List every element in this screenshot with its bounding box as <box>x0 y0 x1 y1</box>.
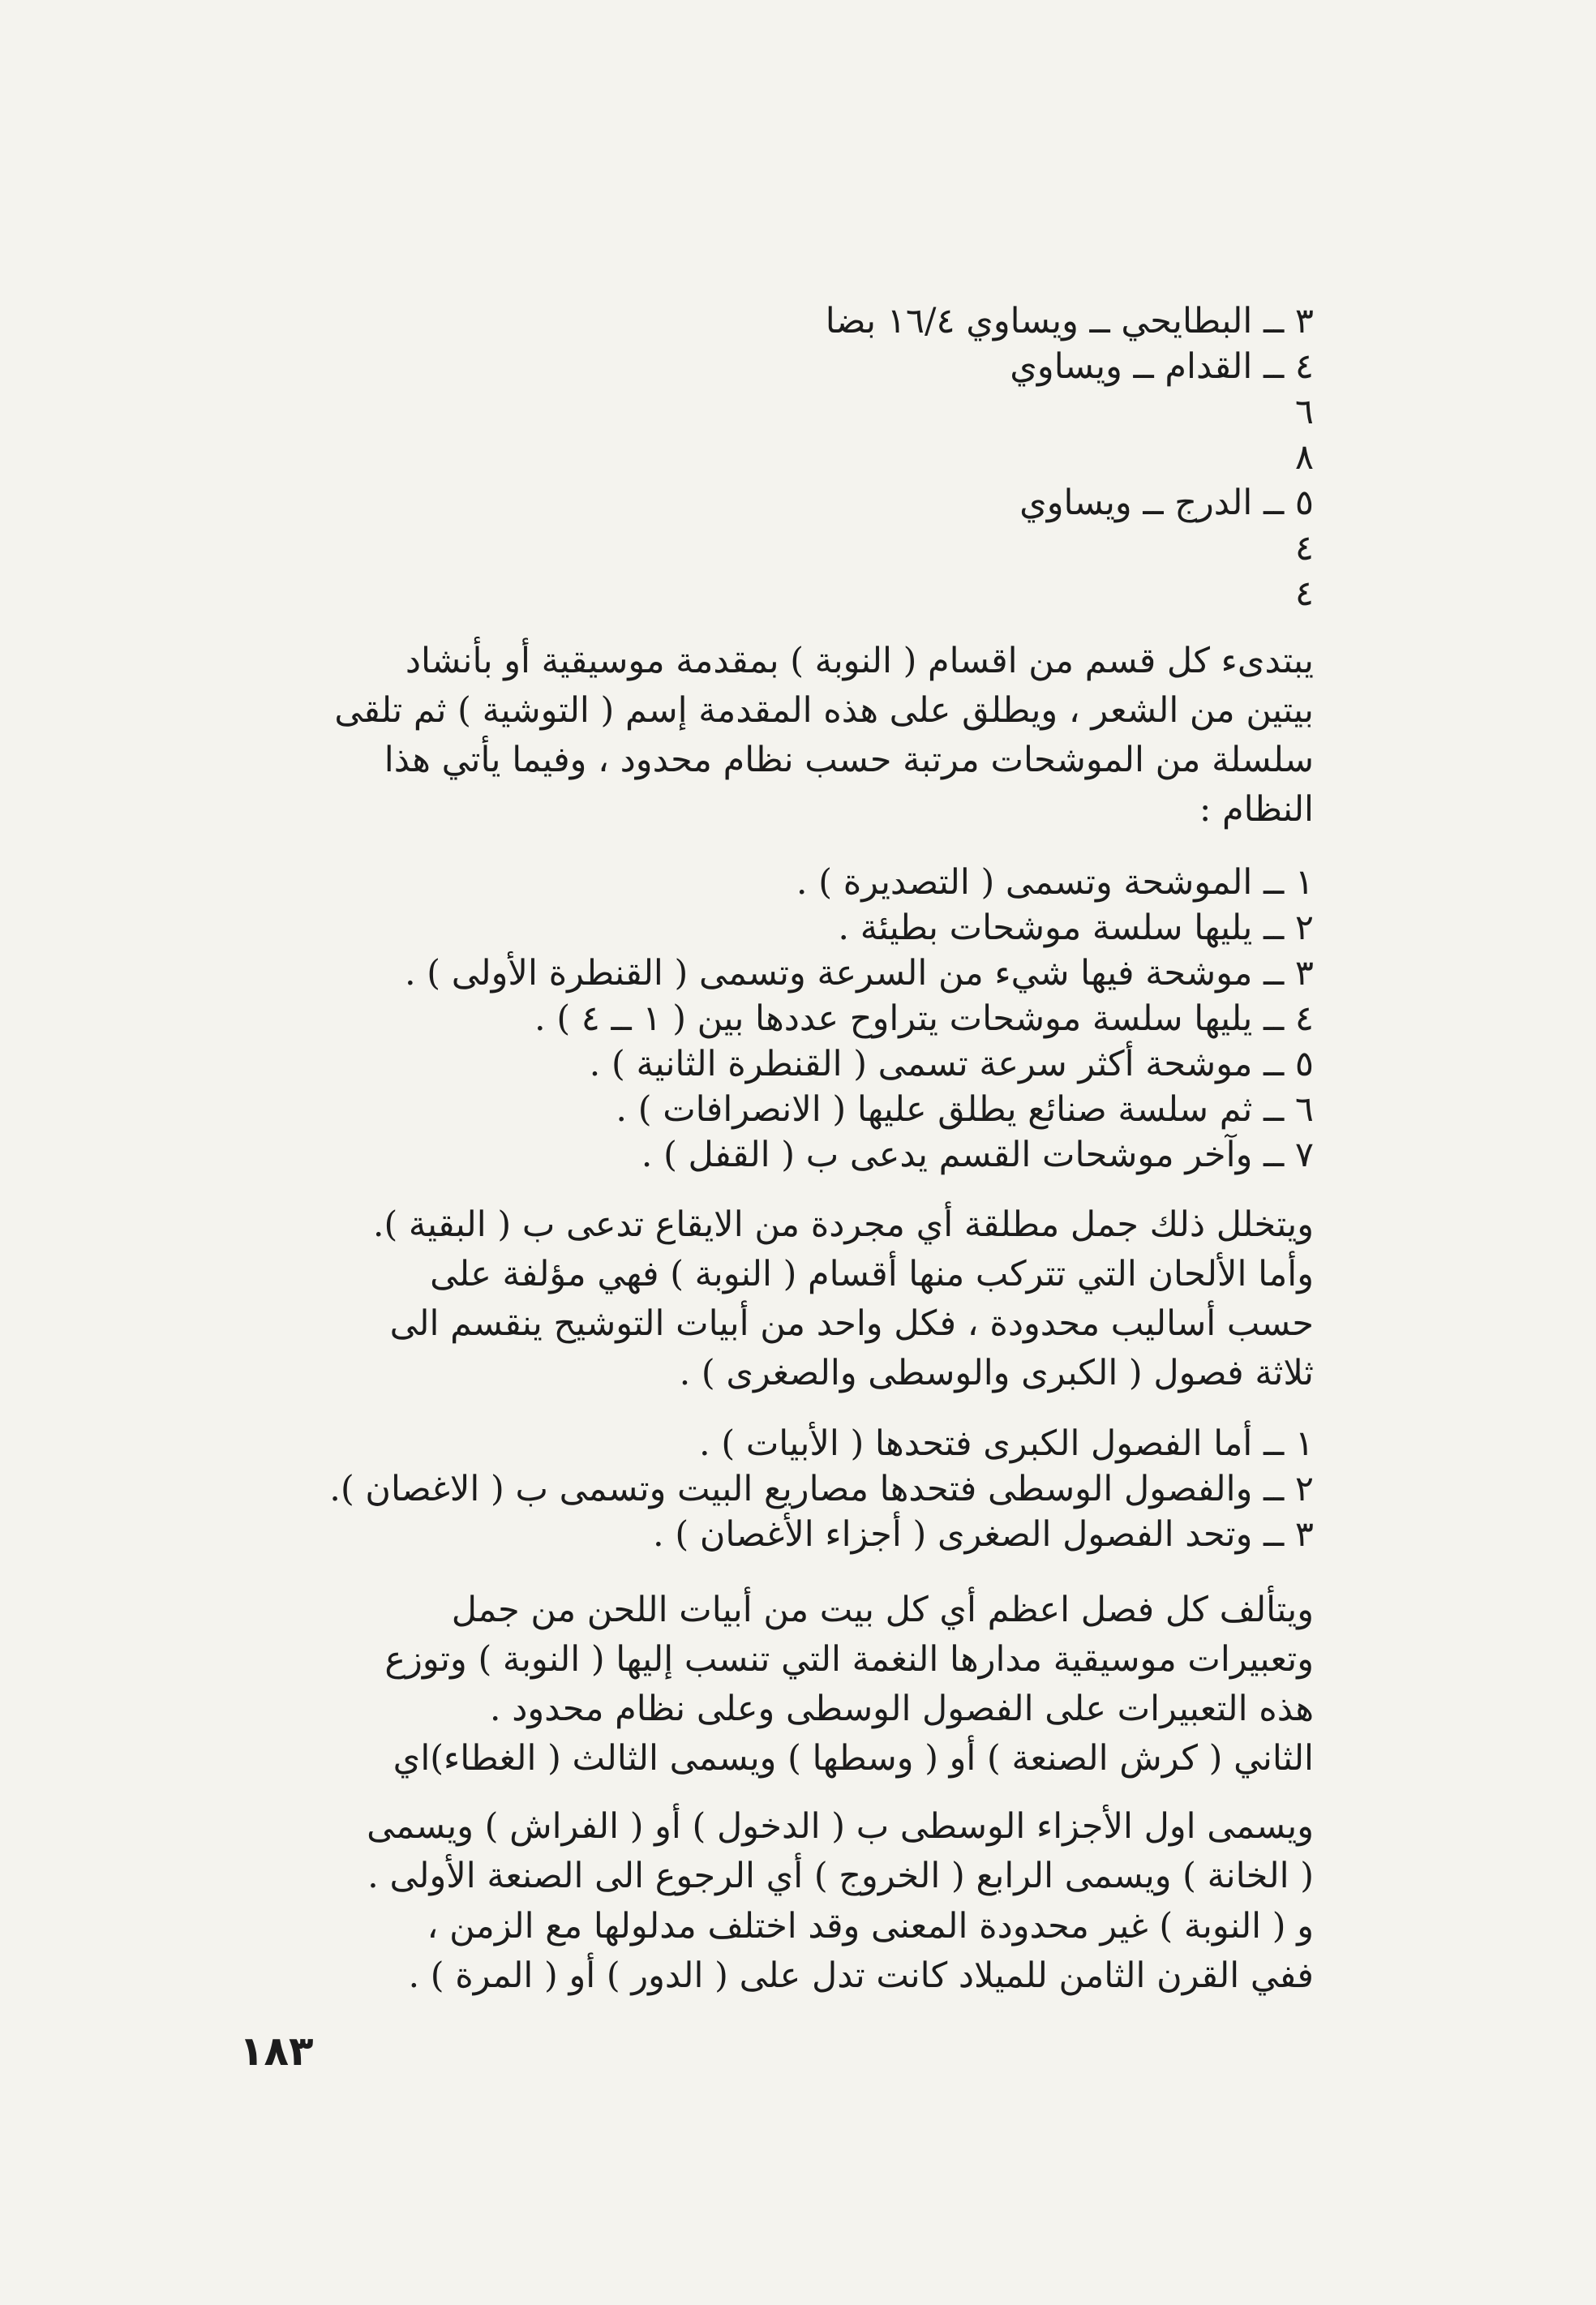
paragraph-line: ففي القرن الثامن للميلاد كانت تدل على ( الدور ) أو ( المرة ) . <box>408 1955 1314 1996</box>
intro-paragraph <box>243 637 1314 835</box>
page-number: ١٨٣ <box>239 2028 314 2075</box>
paragraph-line: هذه التعبيرات على الفصول الوسطى وعلى نظام محدود . <box>489 1689 1314 1729</box>
list-item: ٦ <box>1294 392 1314 432</box>
paragraph-line: ويتألف كل فصل اعظم أي كل بيت من أبيات اللحن من جمل <box>451 1590 1314 1630</box>
list-item: ١ ــ أما الفصول الكبرى فتحدها ( الأبيات ) . <box>699 1423 1314 1464</box>
list-item: ٨ <box>1294 437 1314 478</box>
sections-list <box>243 1421 1314 1557</box>
paragraph-line: سلسلة من الموشحات مرتبة حسب نظام محدود ، وفيما يأتي هذا <box>384 740 1314 780</box>
paragraph-line: ثلاثة فصول ( الكبرى والوسطى والصغرى ) . <box>679 1353 1314 1393</box>
order-list <box>243 860 1314 1178</box>
paragraph-line: ( الخانة ) ويسمى الرابع ( الخروج ) أي الرجوع الى الصنعة الأولى . <box>367 1856 1314 1896</box>
list-item: ٣ ــ وتحد الفصول الصغرى ( أجزاء الأغصان ) . <box>653 1514 1314 1555</box>
naming-paragraph <box>243 1802 1314 1901</box>
meaning-paragraph <box>243 1902 1314 2001</box>
list-item: ٣ ــ البطايحي ــ ويساوي ١٦/٤ بضا <box>825 301 1314 341</box>
melodies-paragraph <box>243 1200 1314 1398</box>
paragraph-line: وأما الألحان التي تتركب منها أقسام ( النوبة ) فهي مؤلفة على <box>430 1254 1314 1294</box>
list-item: ٢ ــ يليها سلسة موشحات بطيئة . <box>838 908 1314 948</box>
list-item: ٥ ــ الدرج ــ ويساوي <box>1019 483 1314 523</box>
list-item: ٧ ــ وآخر موشحات القسم يدعى ب ( القفل ) . <box>641 1135 1314 1175</box>
list-item: ٥ ــ موشحة أكثر سرعة تسمى ( القنطرة الثانية ) . <box>589 1044 1314 1084</box>
paragraph-line: يبتدىء كل قسم من اقسام ( النوبة ) بمقدمة موسيقية أو بأنشاد <box>405 641 1314 681</box>
list-item: ٢ ــ والفصول الوسطى فتحدها مصاريع البيت وتسمى ب ( الاغصان ). <box>329 1469 1314 1509</box>
list-item: ٤ <box>1294 573 1314 614</box>
paragraph-line: حسب أساليب محدودة ، فكل واحد من أبيات التوشيح ينقسم الى <box>389 1303 1314 1344</box>
paragraph-line: الثاني ( كرش الصنعة ) أو ( وسطها ) ويسمى الثالث ( الغطاء)اي <box>393 1738 1314 1779</box>
list-item: ٣ ــ موشحة فيها شيء من السرعة وتسمى ( القنطرة الأولى ) . <box>404 953 1314 994</box>
list-item: ٤ <box>1294 528 1314 569</box>
paragraph-line: بيتين من الشعر ، ويطلق على هذه المقدمة إسم ( التوشية ) ثم تلقى <box>334 690 1314 731</box>
paragraph-line: و ( النوبة ) غير محدودة المعنى وقد اختلف مدلولها مع الزمن ، <box>427 1906 1314 1947</box>
composition-paragraph <box>243 1586 1314 1783</box>
list-item: ٤ ــ يليها سلسة موشحات يتراوح عددها بين ( ١ ــ ٤ ) . <box>534 998 1314 1039</box>
paragraph-line: النظام : <box>1199 789 1314 830</box>
paragraph-line: وتعبيرات موسيقية مدارها النغمة التي تنسب إليها ( النوبة ) وتوزع <box>384 1639 1314 1680</box>
top-list <box>243 298 1314 616</box>
paragraph-line: ويسمى اول الأجزاء الوسطى ب ( الدخول ) أو ( الفراش ) ويسمى <box>367 1806 1314 1847</box>
list-item: ١ ــ الموشحة وتسمى ( التصديرة ) . <box>796 862 1314 903</box>
list-item: ٤ ــ القدام ــ ويساوي <box>1010 346 1314 387</box>
paragraph-line: ويتخلل ذلك جمل مطلقة أي مجردة من الايقاع تدعى ب ( البقية ). <box>372 1204 1314 1245</box>
list-item: ٦ ــ ثم سلسة صنائع يطلق عليها ( الانصرافات ) . <box>616 1089 1314 1130</box>
